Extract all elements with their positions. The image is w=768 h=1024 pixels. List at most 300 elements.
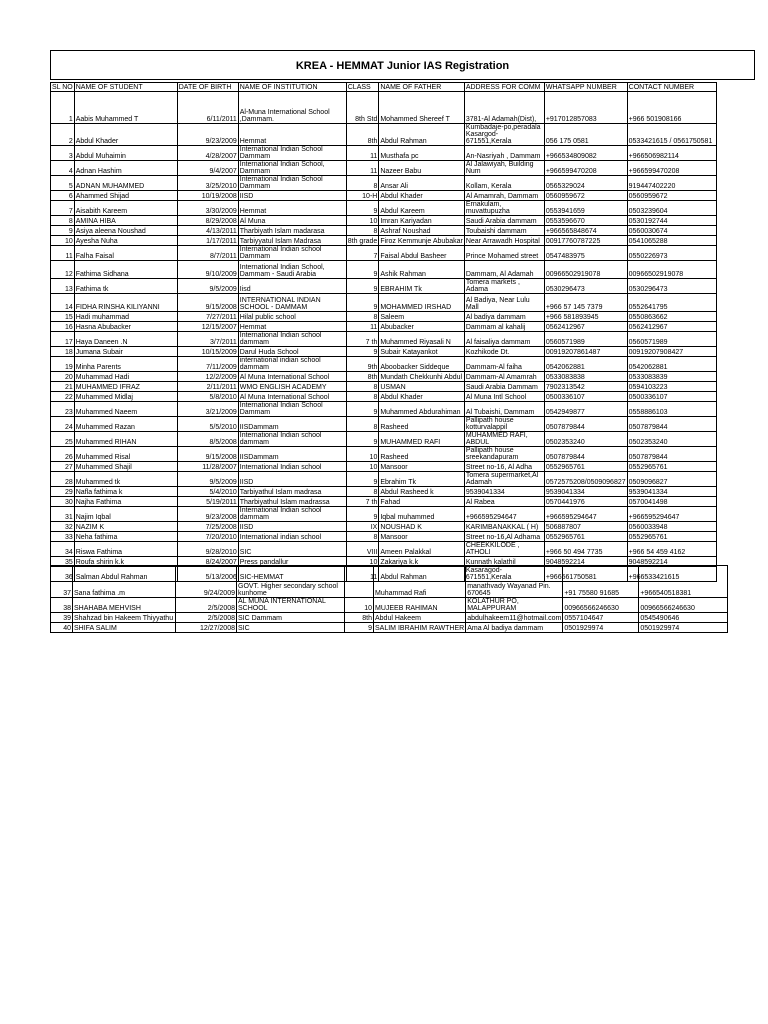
class-cell: 9: [346, 507, 379, 522]
father-name-cell: NOUSHAD K: [379, 522, 464, 532]
contact-cell: +966595294647: [627, 507, 716, 522]
dob-cell: 5/5/2010: [177, 417, 238, 432]
class-cell: 9: [345, 623, 374, 633]
sl-no-cell: 7: [51, 201, 75, 216]
whatsapp-cell: +966 581893945: [544, 312, 627, 322]
father-name-cell: Abdul Rahman: [379, 124, 464, 146]
father-name-cell: Imran Kariyadan: [379, 216, 464, 226]
table-row: [51, 432, 717, 447]
father-name-cell: Mohammed Shereef T: [379, 92, 464, 124]
address-cell: Kollam, Kerala: [464, 176, 544, 191]
institution-cell: International Indian School, Dammam - Saudi Arabia: [238, 261, 346, 279]
sl-no-cell: 39: [51, 613, 73, 623]
table-row: [51, 236, 717, 246]
contact-cell: 0500336107: [627, 392, 716, 402]
father-name-cell: USMAN: [379, 382, 464, 392]
institution-cell: International Indian School Dammam: [238, 176, 346, 191]
address-cell: An-Nasriyah , Dammam: [464, 146, 544, 161]
father-name-cell: Ashraf Noushad: [379, 226, 464, 236]
address-cell: Ernakulam, muvattupuzha: [464, 201, 544, 216]
address-cell: Kumbadaje-po,peradala Kasargod-671551,Kerala: [464, 124, 544, 146]
class-cell: 8: [346, 532, 379, 542]
institution-cell: SIC: [238, 542, 346, 557]
whatsapp-cell: +966599470208: [544, 161, 627, 176]
whatsapp-cell: +966595294647: [544, 507, 627, 522]
student-name-cell: MUHAMMED IFRAZ: [74, 382, 177, 392]
institution-cell: International Indian school Dammam: [238, 246, 346, 261]
address-cell: Dammam, Al Adamah: [464, 261, 544, 279]
table-row: [51, 487, 717, 497]
address-cell: Toubaishi dammam: [464, 226, 544, 236]
whatsapp-cell: 0507879844: [544, 417, 627, 432]
father-name-cell: Muhammed Abdurahiman: [379, 402, 464, 417]
student-name-cell: Najha Fathima: [74, 497, 177, 507]
father-name-cell: SALIM IBRAHIM RAWTHER: [374, 623, 466, 633]
student-name-cell: Roufa shirin k.k: [74, 557, 177, 567]
sl-no-cell: 11: [51, 246, 75, 261]
institution-cell: IISD: [238, 191, 346, 201]
sl-no-cell: 9: [51, 226, 75, 236]
column-header: CONTACT NUMBER: [627, 83, 716, 92]
student-name-cell: Muhammed Midlaj: [74, 392, 177, 402]
student-name-cell: Asiya aleena Noushad: [74, 226, 177, 236]
student-name-cell: Hadi muhammad: [74, 312, 177, 322]
dob-cell: 8/29/2008: [177, 216, 238, 226]
address-cell: Al Tubaishi, Dammam: [464, 402, 544, 417]
whatsapp-cell: 0553941659: [544, 201, 627, 216]
table-row: [51, 382, 717, 392]
student-name-cell: Shahzad bin Hakeem Thiyyathu: [73, 613, 176, 623]
address-cell: Al Amamrah, Dammam: [464, 191, 544, 201]
table-row: [51, 124, 717, 146]
sl-no-cell: 5: [51, 176, 75, 191]
class-cell: 8: [346, 312, 379, 322]
dob-cell: 12/2/2009: [177, 372, 238, 382]
sl-no-cell: 38: [51, 598, 73, 613]
contact-cell: 9539041334: [627, 487, 716, 497]
contact-cell: 00966566246630: [639, 598, 728, 613]
sl-no-cell: 4: [51, 161, 75, 176]
dob-cell: 11/28/2007: [177, 462, 238, 472]
institution-cell: IISD: [238, 522, 346, 532]
contact-cell: 0552965761: [627, 532, 716, 542]
father-name-cell: Ebrahim Tk: [379, 472, 464, 487]
institution-cell: SIC-HEMMAT: [238, 567, 346, 582]
whatsapp-cell: 00917760787225: [544, 236, 627, 246]
dob-cell: 9/23/2008: [177, 507, 238, 522]
dob-cell: 8/5/2008: [177, 432, 238, 447]
institution-cell: Tarbiyyatul Islam Madrasa: [238, 236, 346, 246]
sl-no-cell: 29: [51, 487, 75, 497]
student-name-cell: Abdul Muhaimin: [74, 146, 177, 161]
class-cell: 9: [346, 294, 379, 312]
student-name-cell: FIDHA RINSHA KILIYANNI: [74, 294, 177, 312]
father-name-cell: Mansoor: [379, 462, 464, 472]
father-name-cell: Abdul Khader: [379, 392, 464, 402]
table-row: [51, 201, 717, 216]
class-cell: 8th: [345, 613, 374, 623]
dob-cell: 7/11/2009: [177, 357, 238, 372]
whatsapp-cell: 0565329024: [544, 176, 627, 191]
whatsapp-cell: 0501929974: [563, 623, 639, 633]
father-name-cell: Aboobacker Siddeque: [379, 357, 464, 372]
contact-cell: 0541065288: [627, 236, 716, 246]
contact-cell: +966533421615: [627, 567, 716, 582]
father-name-cell: Zakariya k.k: [379, 557, 464, 567]
whatsapp-cell: +966534809082: [544, 146, 627, 161]
sl-no-cell: 24: [51, 417, 75, 432]
contact-cell: 0502353240: [627, 432, 716, 447]
contact-cell: 0560030674: [627, 226, 716, 236]
whatsapp-cell: 9048592214: [544, 557, 627, 567]
dob-cell: 2/11/2011: [177, 382, 238, 392]
contact-cell: 0550863662: [627, 312, 716, 322]
student-name-cell: AMINA HIBA: [74, 216, 177, 226]
sl-no-cell: 15: [51, 312, 75, 322]
table-row: [51, 261, 717, 279]
address-cell: Al faisaliya dammam: [464, 332, 544, 347]
address-cell: Street no-16,Al Adhama: [464, 532, 544, 542]
whatsapp-cell: 056 175 0581: [544, 124, 627, 146]
whatsapp-cell: 0533083838: [544, 372, 627, 382]
address-cell: KOLATHUR PO, MALAPPURAM: [466, 598, 563, 613]
contact-cell: 00919207908427: [627, 347, 716, 357]
contact-cell: 00966502919078: [627, 261, 716, 279]
contact-cell: +966540518381: [639, 566, 728, 598]
address-cell: Street no-16, Al Adha: [464, 462, 544, 472]
table-row: [51, 392, 717, 402]
whatsapp-cell: 0542949877: [544, 402, 627, 417]
contact-cell: +966506982114: [627, 146, 716, 161]
address-cell: Tomera markets , Adama: [464, 279, 544, 294]
sl-no-cell: 19: [51, 357, 75, 372]
father-name-cell: Firoz Kemmunje Abubakar: [379, 236, 464, 246]
dob-cell: 5/19/2011: [177, 497, 238, 507]
class-cell: [345, 566, 374, 598]
institution-cell: international indian school dammam: [238, 357, 346, 372]
table-row: [51, 522, 717, 532]
table-row: [51, 146, 717, 161]
dob-cell: 9/4/2007: [177, 161, 238, 176]
class-cell: 8th: [346, 124, 379, 146]
class-cell: 8th Std: [346, 92, 379, 124]
sl-no-cell: 8: [51, 216, 75, 226]
institution-cell: International Indian school dammam: [238, 332, 346, 347]
institution-cell: IISD: [238, 472, 346, 487]
contact-cell: 0503239604: [627, 201, 716, 216]
dob-cell: 5/8/2010: [177, 392, 238, 402]
address-cell: Al badiya dammam: [464, 312, 544, 322]
sl-no-cell: 23: [51, 402, 75, 417]
contact-cell: +966599470208: [627, 161, 716, 176]
student-name-cell: ADNAN MUHAMMED: [74, 176, 177, 191]
whatsapp-cell: +966565848674: [544, 226, 627, 236]
sl-no-cell: 13: [51, 279, 75, 294]
father-name-cell: Ansar Ali: [379, 176, 464, 191]
table-row: [51, 246, 717, 261]
column-header: CLASS: [346, 83, 379, 92]
class-cell: 9: [346, 201, 379, 216]
address-cell: Pallipath house sreekandapuram: [464, 447, 544, 462]
class-cell: 8: [346, 176, 379, 191]
whatsapp-cell: 0552965761: [544, 462, 627, 472]
student-name-cell: Adnan Hashim: [74, 161, 177, 176]
table-row: [51, 176, 717, 191]
whatsapp-cell: +917012857083: [544, 92, 627, 124]
sl-no-cell: 3: [51, 146, 75, 161]
father-name-cell: Rasheed: [379, 417, 464, 432]
address-cell: CHEEKKILODE , ATHOLI: [464, 542, 544, 557]
student-name-cell: Muhammed Naeem: [74, 402, 177, 417]
institution-cell: International Indian School, Dammam: [238, 161, 346, 176]
class-cell: 8th grade: [346, 236, 379, 246]
whatsapp-cell: 0500336107: [544, 392, 627, 402]
dob-cell: 10/15/2009: [177, 347, 238, 357]
sl-no-cell: 30: [51, 497, 75, 507]
table-row: [51, 507, 717, 522]
institution-cell: Tarbiyathul Islam madrasa: [238, 487, 346, 497]
student-name-cell: Falha Faisal: [74, 246, 177, 261]
institution-cell: Al Muna International School: [238, 392, 346, 402]
address-cell: 3781-Al Adamah(Dist),: [464, 92, 544, 124]
table-row: [51, 372, 717, 382]
student-name-cell: SHAHABA MEHVISH: [73, 598, 176, 613]
address-cell: Pallipath house kotturvalappil: [464, 417, 544, 432]
class-cell: 9: [346, 402, 379, 417]
address-cell: MUHAMMED RAFI, ABDUL: [464, 432, 544, 447]
class-cell: 10: [345, 598, 374, 613]
contact-cell: 0552641795: [627, 294, 716, 312]
institution-cell: SIC Dammam: [237, 613, 345, 623]
whatsapp-cell: 0553596670: [544, 216, 627, 226]
contact-cell: 0542062881: [627, 357, 716, 372]
whatsapp-cell: +966 50 494 7735: [544, 542, 627, 557]
sl-no-cell: 36: [51, 567, 75, 582]
table-row: [51, 161, 717, 176]
sl-no-cell: 22: [51, 392, 75, 402]
whatsapp-cell: 0562412967: [544, 322, 627, 332]
institution-cell: Al-Muna International School ,Dammam.: [238, 92, 346, 124]
student-name-cell: Haya Daneen .N: [74, 332, 177, 347]
father-name-cell: Ameen Palakkal: [379, 542, 464, 557]
registration-table-extra: [50, 565, 728, 633]
contact-cell: 0509096827: [627, 472, 716, 487]
whatsapp-cell: 00966566246630: [563, 598, 639, 613]
contact-cell: 0570041498: [627, 497, 716, 507]
address-cell: +966595294647: [464, 507, 544, 522]
class-cell: 11: [346, 322, 379, 332]
whatsapp-cell: 0570441976: [544, 497, 627, 507]
sl-no-cell: 33: [51, 532, 75, 542]
whatsapp-cell: 0542062881: [544, 357, 627, 372]
dob-cell: 9/5/2009: [177, 472, 238, 487]
table-row: [51, 279, 717, 294]
institution-cell: Hemmat: [238, 124, 346, 146]
institution-cell: Tharbiyathul Islam madrassa: [238, 497, 346, 507]
address-cell: Dammam-Al faiha: [464, 357, 544, 372]
contact-cell: 0594103223: [627, 382, 716, 392]
class-cell: 8: [346, 487, 379, 497]
contact-cell: 0501929974: [639, 623, 728, 633]
institution-cell: WMO ENGLISH ACADEMY: [238, 382, 346, 392]
dob-cell: 12/27/2008: [176, 623, 237, 633]
student-name-cell: Ayesha Nuha: [74, 236, 177, 246]
class-cell: 9: [346, 472, 379, 487]
institution-cell: Iisd: [238, 279, 346, 294]
class-cell: 8: [346, 392, 379, 402]
student-name-cell: Muhammed tk: [74, 472, 177, 487]
whatsapp-cell: 0507879844: [544, 447, 627, 462]
father-name-cell: EBRAHIM Tk: [379, 279, 464, 294]
table-row: [51, 226, 717, 236]
contact-cell: 0562412967: [627, 322, 716, 332]
table-row: [51, 472, 717, 487]
whatsapp-cell: +966561750581: [544, 567, 627, 582]
column-header: NAME OF STUDENT: [74, 83, 177, 92]
dob-cell: 7/20/2010: [177, 532, 238, 542]
dob-cell: 4/28/2007: [177, 146, 238, 161]
table-row: [51, 542, 717, 557]
dob-cell: 2/5/2008: [176, 598, 237, 613]
father-name-cell: Abdul Hakeem: [374, 613, 466, 623]
table-row: [51, 566, 728, 598]
institution-cell: International Indian School Dammam: [238, 402, 346, 417]
table-row: [51, 322, 717, 332]
dob-cell: 4/13/2011: [177, 226, 238, 236]
student-name-cell: Ahammed Shijad: [74, 191, 177, 201]
contact-cell: +966 54 459 4162: [627, 542, 716, 557]
address-cell: KARIMBANAKKAL ( H): [464, 522, 544, 532]
column-header: DATE OF BIRTH: [177, 83, 238, 92]
contact-cell: 0533421615 / 0561750581: [627, 124, 716, 146]
whatsapp-cell: 0560571989: [544, 332, 627, 347]
father-name-cell: Fahad: [379, 497, 464, 507]
institution-cell: Press pandallur: [238, 557, 346, 567]
sl-no-cell: 40: [51, 623, 73, 633]
institution-cell: Al Muna: [238, 216, 346, 226]
contact-cell: 919447402220: [627, 176, 716, 191]
father-name-cell: Nazeer Babu: [379, 161, 464, 176]
address-cell: Tomera supermarket,Al Adamah: [464, 472, 544, 487]
dob-cell: 6/11/2011: [177, 92, 238, 124]
class-cell: 9: [346, 261, 379, 279]
whatsapp-cell: +966 57 145 7379: [544, 294, 627, 312]
dob-cell: 1/17/2011: [177, 236, 238, 246]
table-row: [51, 613, 728, 623]
student-name-cell: Muhammed Risal: [74, 447, 177, 462]
table-row: [51, 294, 717, 312]
column-header: WHATSAPP NUMBER: [544, 83, 627, 92]
institution-cell: IISDammam: [238, 417, 346, 432]
institution-cell: SIC: [237, 623, 345, 633]
class-cell: 9: [346, 347, 379, 357]
column-header: NAME OF FATHER: [379, 83, 464, 92]
address-cell: Al Jalawiyah, Building Num: [464, 161, 544, 176]
contact-cell: 0550226973: [627, 246, 716, 261]
table-row: [51, 462, 717, 472]
student-name-cell: Muhammed Shajil: [74, 462, 177, 472]
contact-cell: 0530296473: [627, 279, 716, 294]
address-cell: Al Badiya, Near Lulu Mall: [464, 294, 544, 312]
student-name-cell: Jumana Subair: [74, 347, 177, 357]
address-cell: Ama Al badiya dammam: [466, 623, 563, 633]
whatsapp-cell: 0560959672: [544, 191, 627, 201]
father-name-cell: MOHAMMED IRSHAD: [379, 294, 464, 312]
institution-cell: International Indian school dammam: [238, 507, 346, 522]
student-name-cell: SHIFA SALIM: [73, 623, 176, 633]
institution-cell: International Indian school: [238, 462, 346, 472]
dob-cell: 3/7/2011: [177, 332, 238, 347]
address-cell: Dammam-Al Amamrah: [464, 372, 544, 382]
contact-cell: 0560033948: [627, 522, 716, 532]
contact-cell: 9048592214: [627, 557, 716, 567]
student-name-cell: Fathima Sidhana: [74, 261, 177, 279]
student-name-cell: Nafla fathima k: [74, 487, 177, 497]
student-name-cell: Salman Abdul Rahman: [74, 567, 177, 582]
father-name-cell: MUHAMMED RAFI: [379, 432, 464, 447]
sl-no-cell: 6: [51, 191, 75, 201]
father-name-cell: Ashik Rahman: [379, 261, 464, 279]
class-cell: IX: [346, 522, 379, 532]
contact-cell: 0560571989: [627, 332, 716, 347]
whatsapp-cell: 00966502919078: [544, 261, 627, 279]
institution-cell: Al Muna International School: [238, 372, 346, 382]
class-cell: 7 th: [346, 497, 379, 507]
whatsapp-cell: 7902313542: [544, 382, 627, 392]
address-cell: Kozhikode Dt.: [464, 347, 544, 357]
dob-cell: 9/15/2008: [177, 447, 238, 462]
whatsapp-cell: 0572575208/0509096827: [544, 472, 627, 487]
registration-table: [50, 82, 717, 582]
class-cell: 11: [346, 567, 379, 582]
class-cell: 10: [346, 447, 379, 462]
address-cell: manathvady Wayanad Pin. 670645: [466, 566, 563, 598]
class-cell: 8th: [346, 372, 379, 382]
institution-cell: AL MUNA INTERNATIONAL SCHOOL: [237, 598, 345, 613]
institution-cell: International indian school: [238, 532, 346, 542]
address-cell: abdulhakeem11@hotmail.com: [466, 613, 563, 623]
class-cell: 9th: [346, 357, 379, 372]
student-name-cell: Fathima tk: [74, 279, 177, 294]
sl-no-cell: 26: [51, 447, 75, 462]
father-name-cell: Musthafa pc: [379, 146, 464, 161]
table-row: [51, 92, 717, 124]
address-cell: Al Muna Intl School: [464, 392, 544, 402]
class-cell: 7: [346, 246, 379, 261]
class-cell: 9: [346, 432, 379, 447]
student-name-cell: Neha fathima: [74, 532, 177, 542]
table-row: [51, 402, 717, 417]
table-row: [51, 357, 717, 372]
father-name-cell: Muhammad Rafi: [374, 566, 466, 598]
whatsapp-cell: 0530296473: [544, 279, 627, 294]
column-header: ADDRESS FOR COMM: [464, 83, 544, 92]
address-cell: Saudi Arabia Dammam: [464, 382, 544, 392]
table-row: [51, 417, 717, 432]
whatsapp-cell: 00919207861487: [544, 347, 627, 357]
address-cell: Saudi Arabia dammam: [464, 216, 544, 226]
institution-cell: International Indian School Dammam: [238, 146, 346, 161]
institution-cell: Hemmat: [238, 201, 346, 216]
dob-cell: 3/21/2009: [177, 402, 238, 417]
address-cell: Dammam al kahalij: [464, 322, 544, 332]
whatsapp-cell: 0547483975: [544, 246, 627, 261]
dob-cell: 3/30/2009: [177, 201, 238, 216]
table-row: [51, 347, 717, 357]
header-row: [51, 83, 717, 92]
whatsapp-cell: 0557104647: [563, 613, 639, 623]
address-cell: Prince Mohamed street: [464, 246, 544, 261]
